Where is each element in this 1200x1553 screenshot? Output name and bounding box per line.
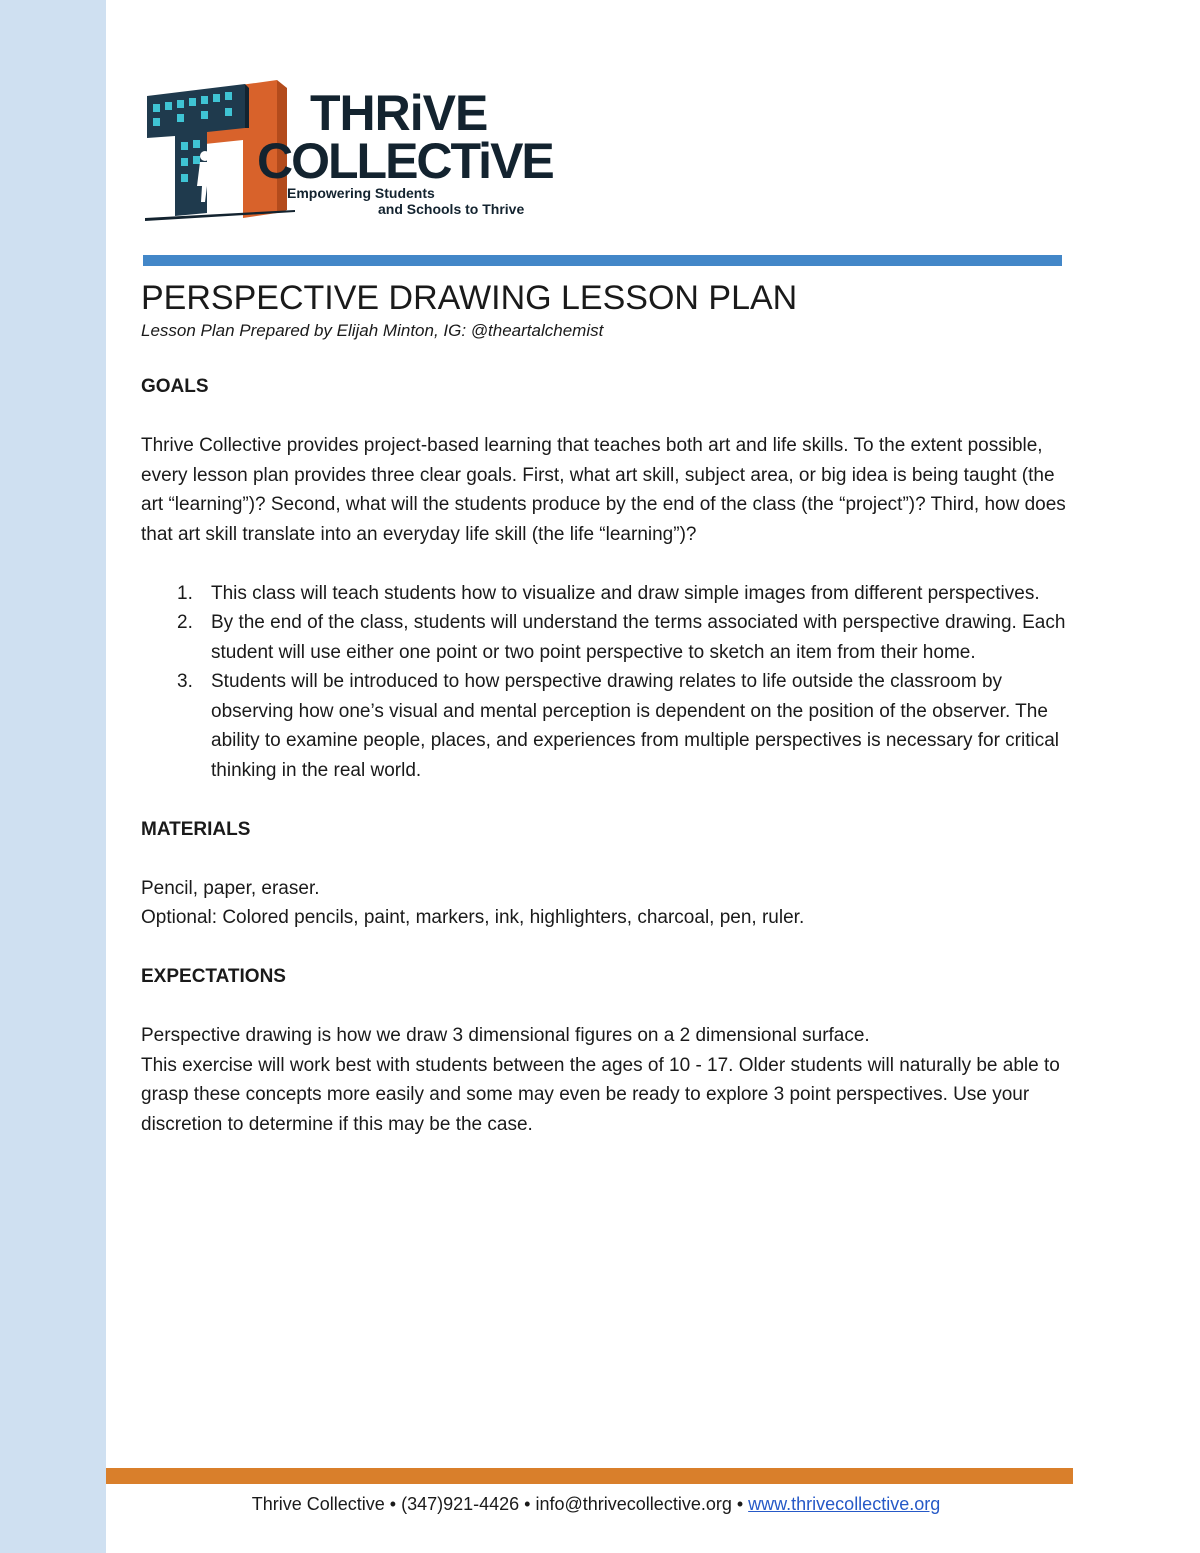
- list-item-text: This class will teach students how to visualize and draw simple images from different perspectives.: [211, 582, 1040, 604]
- document-subtitle: Lesson Plan Prepared by Elijah Minton, IG: @theartalchemist: [141, 321, 604, 340]
- goals-list: [141, 579, 1071, 786]
- logo-wordmark-thrive: THRiVE: [310, 85, 488, 141]
- list-item-text: By the end of the class, students will understand the terms associated with perspective drawing. Each student will use either one point or two point perspective to sketch an item from their home.: [211, 612, 1066, 663]
- website-link[interactable]: www.thrivecollective.org: [748, 1494, 941, 1514]
- expectations-audience: This exercise will work best with students between the ages of 10 - 17. Older students will naturally be able to grasp these concepts more easily and some may even be ready to explore 3 point perspectives. Use your discretion to determine if this may be the case.: [141, 1054, 1060, 1135]
- footer-contact-text: Thrive Collective • (347)921-4426 • info@thrivecollective.org •: [251, 1494, 749, 1514]
- expectations-definition: Perspective drawing is how we draw 3 dimensional figures on a 2 dimensional surface.: [141, 1025, 870, 1046]
- list-item: [141, 579, 1071, 609]
- footer: [106, 1492, 1086, 1516]
- list-item-text: Students will be introduced to how perspective drawing relates to life outside the classroom by observing how one’s visual and mental perception is dependent on the position of the observer. The ability to examine people, places, and experiences from multiple perspectives is necessary for critical thinking in the real world.: [211, 671, 1060, 781]
- side-strip: [0, 0, 106, 1553]
- goals-heading: GOALS: [141, 376, 209, 397]
- list-item: [141, 667, 1071, 785]
- list-item-number: 2.: [177, 612, 193, 633]
- materials-heading: MATERIALS: [141, 818, 251, 840]
- expectations-heading: EXPECTATIONS: [141, 966, 286, 987]
- thrive-collective-logo: [145, 78, 553, 223]
- footer-divider: [106, 1468, 1073, 1484]
- goals-intro: Thrive Collective provides project-based learning that teaches both art and life skills. To the extent possible, every lesson plan provides three clear goals. First, what art skill, subject area, or big idea is being taught (the art “learning”)? Second, what will the students produce by the end of the class (the “project”)? Third, how does that art skill translate into an everyday life skill (the life “learning”)?: [141, 435, 1066, 545]
- list-item-number: 1.: [177, 582, 193, 604]
- materials-required: Pencil, paper, eraser.: [141, 877, 320, 899]
- list-item: [141, 608, 1071, 667]
- logo-wordmark-collective: COLLECTiVE: [257, 133, 553, 189]
- logo-tagline-line-2: and Schools to Thrive: [378, 201, 525, 217]
- logo-tagline-line-1: Empowering Students: [287, 185, 435, 201]
- document-body: [141, 372, 1071, 1139]
- materials-optional: Optional: Colored pencils, paint, markers, ink, highlighters, charcoal, pen, ruler.: [141, 907, 805, 928]
- header-divider: [143, 255, 1062, 266]
- document-title: PERSPECTIVE DRAWING LESSON PLAN: [141, 279, 798, 317]
- list-item-number: 3.: [177, 671, 193, 692]
